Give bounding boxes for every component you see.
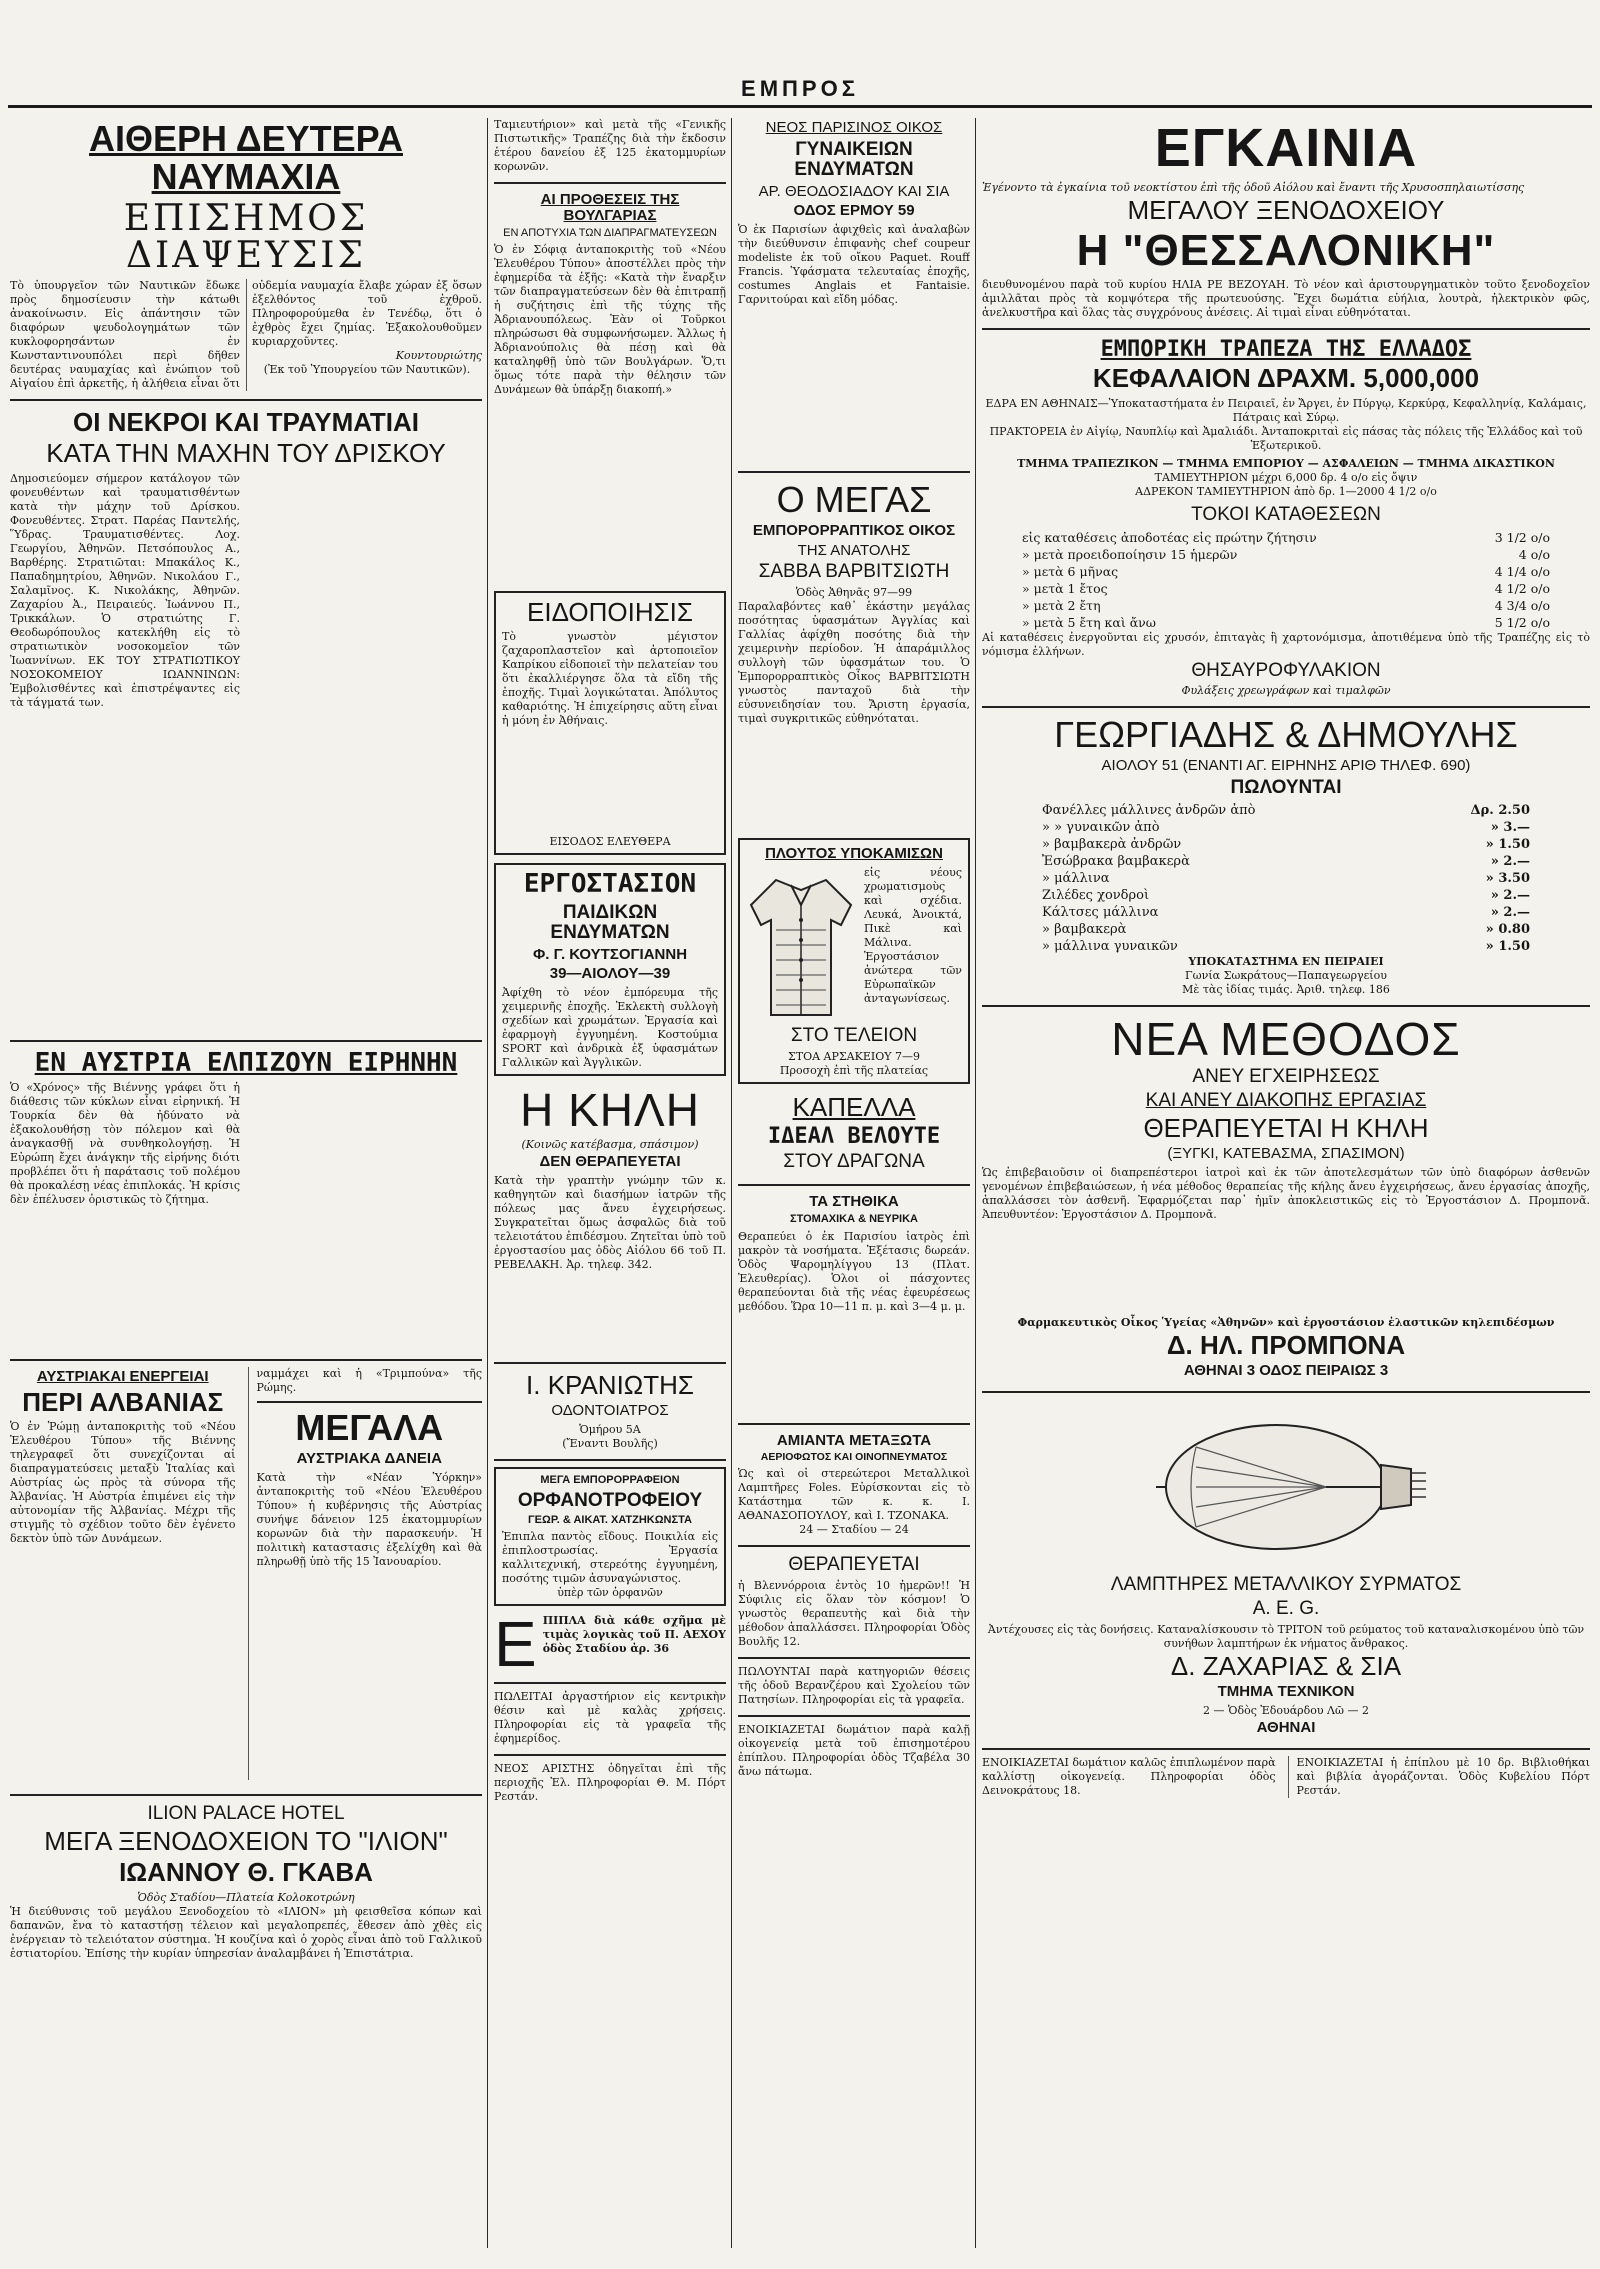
ad-headline: ΑΜΙΑΝΤΑ ΜΕΤΑΞΩΤΑ [776, 1431, 932, 1449]
ad-footer: ὑπὲρ τῶν ὀρφανῶν [557, 1586, 663, 1600]
classified-aristis: ΝΕΟΣ ΑΡΙΣΤΗΣ ὁδηγεῖται ἐπὶ τῆς περιοχῆς Ἐλ. Πληροφορίαι Θ. Μ. Πόρτ Ρεστάν. [494, 1762, 726, 1804]
price-item: » μάλλινα [1042, 870, 1110, 886]
price-item: Κάλτσες μάλλινα [1042, 904, 1159, 920]
ad-body: ἡ Βλεννόρροια ἐντὸς 10 ἡμερῶν!! Ἡ Σύφιλις εἰς ὅλαν τὸν κόσμον! Ὁ γνωστὸς θεραπευτὴς καὶ διὰ τὴν μέθοδον ἀπαλλάσσει. Πληροφορίαι Ὁδὸς Βουλῆς 12. [738, 1579, 970, 1649]
ad-asbestos-mantles [738, 1431, 970, 1538]
ad-new-method [982, 1013, 1590, 1383]
ad-headline: ΚΑΠΕΛΛΑ [792, 1092, 916, 1123]
masthead-rule [8, 105, 1592, 108]
ad-kicker: ΜΕΓΑ ΕΜΠΟΡΟΡΡΑΦΕΙΟΝ [540, 1474, 680, 1487]
ad-headline: Η ΚΗΛΗ [520, 1084, 700, 1137]
ad-headline: ΘΕΡΑΠΕΥΕΤΑΙ [788, 1554, 920, 1576]
ad-body: διευθυνομένου παρὰ τοῦ κυρίου ΗΛΙΑ ΡΕ ΒΕΖΟΥΑΗ. Τὸ νέον καὶ ἀριστουργηματικὸν τοῦτο ξενοδοχεῖον ἀμιλλᾶται πρὸς τὰ κομψότερα τῆς πρωτευούσης. Ἔχει δωμάτια εὐήλια, λουτρὰ, ἠλεκτρικὸν φῶς, ἀνελκυστῆρα καὶ ὅλας τὰς συγχρόνους ἀνέσεις. Αἱ τιμαὶ εἶναι εὐθηνόταται. [982, 278, 1590, 320]
article-headline: ΠΕΡΙ ΑΛΒΑΝΙΑΣ [22, 1386, 224, 1417]
column-rule [975, 118, 976, 2248]
ad-address: Ὁδὸς Ἀθηνᾶς 97—99 [795, 586, 913, 600]
rate-label: » μετὰ 5 ἔτη καὶ ἄνω [1022, 614, 1156, 630]
ad-cure [738, 1553, 970, 1649]
article-naval [10, 118, 482, 391]
price-item: Φανέλλες μάλλινες ἀνδρῶν ἀπὸ [1042, 802, 1256, 818]
classified-sale: ΠΩΛΕΙΤΑΙ ἀργαστήριον εἰς κεντρικὴν θέσιν καὶ μὲ καλὰς χρήσεις. Πληροφορίαι εἰς τὰ γραφεῖα τῆς ἐφημερίδος. [494, 1690, 726, 1746]
price-row [982, 802, 1590, 819]
article-austria-peace [10, 1048, 482, 1351]
ad-chest-stomach [738, 1192, 970, 1414]
masthead: ΕΜΠΡΟΣ [741, 76, 859, 101]
ad-seat: ΕΔΡΑ ΕΝ ΑΘΗΝΑΙΣ—Ὑποκαταστήματα ἐν Πειραιεῖ, ἐν Ἄργει, ἐν Πύργῳ, Κερκύρᾳ, Κεφαλληνίᾳ, Καλάμαις, Πάτραις καὶ Σύρῳ. [985, 396, 1587, 424]
rate-row [982, 580, 1590, 597]
rate-label: » μετὰ 6 μῆνας [1022, 563, 1119, 579]
ad-kicker: Ο ΜΕΓΑΣ [776, 479, 932, 521]
price-row [982, 938, 1590, 955]
ad-body: Τὸ γνωστὸν μέγιστον ζαχαροπλαστεῖον καὶ ἀρτοποιεῖον Καπρίκου εἰδοποιεῖ τὴν πελατείαν του ὅτι ἐκαλλιέργησε ὅλα τὰ εἴδη τῆς ἐποχῆς. Τιμαὶ λογικώταται. Ἀπόλυτος καθαριότης. Ἡ ἐπιχείρησις αὕτη εἶναι ἡ μόνη ἐν Ἀθήναις. [502, 630, 718, 728]
price-row [982, 921, 1590, 938]
ad-footer: 24 — Σταδίου — 24 [799, 1523, 909, 1537]
rate-row [982, 529, 1590, 546]
ad-capital: ΚΕΦΑΛΑΙΟΝ ΔΡΑΧΜ. 5,000,000 [1092, 363, 1480, 394]
price-value: » 2.— [1490, 904, 1530, 920]
ad-address: 2 — Ὁδὸς Ἐδουάρδου Λῶ — 2 [1203, 1704, 1369, 1718]
rates-table [982, 529, 1590, 631]
ad-body: Ὡς καὶ οἱ στερεώτεροι Μεταλλικοὶ Λαμπτῆρες Foles. Εὐρίσκονται εἰς τὸ Κατάστημα τῶν κ. κ. Ι. ΑΘΑΝΑΣΟΠΟΥΛΟΥ, καὶ Ι. ΤΖΟΝΑΚΑ. [738, 1467, 970, 1523]
ad-footer: ΣΤΟΥ ΔΡΑΓΩΝΑ [783, 1151, 925, 1173]
ad-address: ΑΘΗΝΑΙ 3 ΟΔΟΣ ΠΕΙΡΑΙΩΣ 3 [1183, 1362, 1389, 1380]
ad-aeg-lamps [982, 1399, 1590, 1740]
ad-address: Ὁμήρου 5Α [579, 1423, 641, 1437]
column-2 [494, 118, 726, 2258]
article-casualties [10, 407, 482, 1032]
article-continuation: ναμμάχει καὶ ἡ «Τριμπούνα» τῆς Ρώμης. [256, 1367, 482, 1395]
ad-cure: ΘΕΡΑΠΕΥΕΤΑΙ Η ΚΗΛΗ [1143, 1113, 1429, 1144]
rate-value: 4 ο/ο [1518, 546, 1550, 562]
ad-owner: Φ. Γ. ΚΟΥΤΣΟΓΙΑΝΝΗ [532, 945, 688, 963]
ad-headline: ΕΜΠΟΡΙΚΗ ΤΡΑΠΕΖΑ ΤΗΣ ΕΛΛΑΔΟΣ [1100, 337, 1472, 363]
ad-thessaloniki-hotel [982, 118, 1590, 320]
ad-body: Ἐπιπλα παντὸς εἴδους. Ποικιλία εἰς ἐπιπλοστρωσίας. Ἐργασία καλλιτεχνική, στερεότης ἐγγυημένη, ποσότης τιμῶν ἀσυναγώνιστος. [502, 1530, 718, 1586]
ad-headline: ΕΙΔΟΠΟΙΗΣΙΣ [527, 597, 693, 628]
ad-headline: ΕΓΚΑΙΝΙΑ [1154, 118, 1418, 178]
ad-subheadline: ΤΗΣ ΑΝΑΤΟΛΗΣ [797, 541, 911, 559]
ad-address: Ὁδὸς Σταδίου—Πλατεία Κολοκοτρώνη [137, 1890, 355, 1904]
ad-body: Κατὰ τὴν γραπτὴν γνώμην τῶν κ. καθηγητῶν καὶ διασήμων ἰατρῶν τῆς πόλεως μας ἄνευ ἐγχειρήσεως. Συγκρατεῖται ὅμως ἀσφαλῶς διὰ τοῦ τελειοτάτου ἐπιδέσμου. Ζητεῖται ὑπὸ τοῦ ἐργοστασίου μας ὁδὸς Αἰόλου 66 τοῦ Π. ΡΕΒΕΛΑΚΗ. Ἀρ. τηλεφ. 342. [494, 1174, 726, 1272]
ad-georgiadis-dimoulis [982, 714, 1590, 996]
ad-dentist [494, 1370, 726, 1451]
ad-owner: Δ. ΗΛ. ΠΡΟΜΠΟΝΑ [1166, 1330, 1406, 1361]
rate-row [982, 546, 1590, 563]
ad-city: ΑΘΗΝΑΙ [1256, 1719, 1316, 1737]
ad-kicker: ILION PALACE HOTEL [147, 1803, 345, 1825]
ad-vault-title: ΘΗΣΑΥΡΟΦΥΛΑΚΙΟΝ [1191, 659, 1381, 681]
rate-row [982, 597, 1590, 614]
article-body: Ὁ ἐν Ῥώμῃ ἀνταποκριτὴς τοῦ «Νέου Ἐλευθέρου Τύπου» τῆς Βιέννης τηλεγραφεῖ ὅτι συνεχίζονται αἱ διαπραγματεύσεις μεταξὺ Ἰταλίας καὶ Αὐστρίας ὡς πρὸς τὰ σύνορα τῆς Ἀλβανίας. Ἡ Αὐστρία ἐπιμένει εἰς τὴν αὐτονομίαν τῆς Ἀλβανίας. Μέχρι τῆς στιγμῆς τὸ σχέδιον τοῦτο δὲν ἐγένετο δεκτὸν ὑπὸ τῶν Δυνάμεων. [10, 1420, 236, 1546]
column-4 [982, 118, 1590, 2258]
price-list [982, 802, 1590, 955]
ad-kicker: ΝΕΟΣ ΠΑΡΙΣΙΝΟΣ ΟΙΚΟΣ [765, 119, 943, 136]
shirt-illustration [746, 870, 856, 1020]
ad-subheadline: ΑΕΡΙΟΦΩΤΟΣ ΚΑΙ ΟΙΝΟΠΝΕΥΜΑΤΟΣ [760, 1451, 948, 1464]
article-headline: ΜΕΓΑΛΑ [295, 1407, 444, 1449]
ad-owner: ΙΩΑΝΝΟΥ Θ. ΓΚΑΒΑ [119, 1857, 373, 1888]
ad-departments: ΤΜΗΜΑ ΤΡΑΠΕΖΙΚΟΝ — ΤΜΗΜΑ ΕΜΠΟΡΙΟΥ — ΑΣΦΑΛΕΙΩΝ — ΤΜΗΜΑ ΔΙΚΑΣΤΙΚΟΝ [1017, 456, 1555, 470]
ad-anatolia-tailors [738, 479, 970, 830]
ad-branch: ΥΠΟΚΑΤΑΣΤΗΜΑ ΕΝ ΠΕΙΡΑΙΕΙ [1188, 954, 1384, 968]
ad-headline: ΜΕΓΑ ΞΕΝΟΔΟΧΕΙΟΝ ΤΟ "ΙΛΙΟΝ" [44, 1826, 448, 1857]
price-value: » 3.— [1490, 819, 1530, 835]
ad-hats [738, 1092, 970, 1176]
price-value: » 1.50 [1485, 836, 1530, 852]
ad-notice [494, 591, 726, 855]
article-kicker: ΑΥΣΤΡΙΑΚΑΙ ΕΝΕΡΓΕΙΑΙ [36, 1368, 209, 1386]
ad-furniture [494, 1614, 726, 1674]
column-1 [10, 118, 482, 2258]
ad-subheadline: (Κοινῶς κατέβασμα, σπάσιμον) [521, 1138, 699, 1152]
article-source: (Ἐκ τοῦ Ὑπουργείου τῶν Ναυτικῶν). [263, 363, 471, 377]
ad-footer: ΕΙΣΟΔΟΣ ΕΛΕΥΘΕΡΑ [549, 835, 671, 849]
rate-value: 4 3/4 ο/ο [1494, 597, 1550, 613]
column-rule [731, 118, 732, 2248]
article-headline: ΕΝ ΑΥΣΤΡΙΑ ΕΛΠΙΖΟΥΝ ΕΙΡΗΝΗΝ [34, 1047, 458, 1078]
ad-footer: Φαρμακευτικὸς Οἶκος Ὑγείας «Ἀθηνῶν» καὶ ἐργοστάσιον ἐλαστικῶν κηλεπιδέσμων [1017, 1316, 1555, 1330]
ad-headline: ΝΕΑ ΜΕΘΟΔΟΣ [1111, 1012, 1461, 1065]
ad-address: ΑΙΟΛΟΥ 51 (ΕΝΑΝΤΙ ΑΓ. ΕΙΡΗΝΗΣ ΑΡΙΘ ΤΗΛΕΦ. 690) [1101, 757, 1471, 775]
ad-shirts [738, 838, 970, 1084]
ad-claim: ΔΕΝ ΘΕΡΑΠΕΥΕΤΑΙ [539, 1153, 681, 1171]
ad-parenthetical: (ΞΥΓΚΙ, ΚΑΤΕΒΑΣΜΑ, ΣΠΑΣΙΜΟΝ) [1167, 1145, 1405, 1163]
ad-rates-title: ΤΟΚΟΙ ΚΑΤΑΘΕΣΕΩΝ [1191, 503, 1381, 525]
price-value: Δρ. 2.50 [1470, 802, 1530, 818]
ad-body: εἰς νέους χρωματισμοὺς καὶ σχέδια. Λευκά, Ἀνοικτά, Πικὲ καὶ Μάλινα. Ἐργοστάσιον ἀνώτερα τῶν Εὐρωπαϊκῶν ἀνταγωνίσεως. [864, 866, 962, 1006]
ad-brand: A. E. G. [1252, 1598, 1320, 1620]
article-austrian-loans [248, 1367, 483, 1780]
ad-kicker: ΜΕΓΑΛΟΥ ΞΕΝΟΔΟΧΕΙΟΥ [1127, 194, 1445, 225]
column-3 [738, 118, 970, 2258]
price-item: » » γυναικῶν ἀπὸ [1042, 819, 1160, 835]
classified-rent-1: ΕΝΟΙΚΙΑΖΕΤΑΙ δωμάτιον καλῶς ἐπιπλωμένον παρὰ καλλίστῃ οἰκογενείᾳ. Πληροφορίαι ὁδὸς Δεινοκράτους 18. [982, 1755, 1276, 1797]
price-row [982, 887, 1590, 904]
ad-body: Ἀφίχθη τὸ νέον ἐμπόρευμα τῆς χειμερινῆς ἐποχῆς. Ἐκλεκτὴ συλλογὴ σχεδίων καὶ χρωμάτων. Ἐργασία καὶ ἐφαρμογὴ ἐγγυημένη. Κοστούμια SPORT καὶ ἀνδρικὰ ἐξ ὑφασμάτων Γαλλικῶν καὶ Ἀγγλικῶν. [502, 986, 718, 1070]
ad-address: 39—ΑΙΟΛΟΥ—39 [549, 965, 671, 983]
ad-savings-rate: ΑΔΡΕΚΟΝ ΤΑΜΙΕΥΤΗΡΙΟΝ ἀπὸ δρ. 1—2000 4 1/2 ο/ο [1135, 484, 1437, 498]
ad-agencies: ΠΡΑΚΤΟΡΕΙΑ ἐν Αἰγίῳ, Ναυπλίῳ καὶ Ἀμαλιάδι. Ἀνταποκριταὶ εἰς πάσας τὰς πόλεις τῆς Ἑλλάδος καὶ τοῦ Ἐξωτερικοῦ. [989, 424, 1583, 452]
ad-branch-note: Μὲ τὰς ἰδίας τιμάς. Ἀριθ. τηλεφ. 186 [1182, 982, 1390, 996]
ad-headline: ΠΛΟΥΤΟΣ ΥΠΟΚΑΜΙΣΩΝ [765, 845, 943, 863]
ad-dealer: Δ. ΖΑΧΑΡΙΑΣ & ΣΙΑ [1170, 1651, 1402, 1682]
ad-footer: ΣΤΟ ΤΕΛΕΙΟΝ [790, 1025, 918, 1047]
article-subheadline: ΚΑΤΑ ΤΗΝ ΜΑΧΗΝ ΤΟΥ ΔΡΙΣΚΟΥ [46, 438, 446, 469]
article-body: Ὁ «Χρόνος» τῆς Βιέννης γράφει ὅτι ἡ διάθεσις τῶν κύκλων εἶναι εἰρηνική. Ἡ Τουρκία δὲν θὰ ἠδύνατο νὰ ἐξακολουθήσῃ τὸν πόλεμον καὶ θὰ ἀναγκασθῇ νὰ συνθηκολογήσῃ. Ἡ Εὐρώπη ἔχει ἀνάγκην τῆς εἰρήνης διότι προβλέπει ὅτι ἡ παράτασις τοῦ πολέμου θὰ προκαλέσῃ νέας ἐπιπλοκάς. Ἡ κρίσις δὲν ἐπέλυσεν ὁριστικῶς τὸ ζήτημα. [10, 1081, 240, 1207]
rate-value: 3 1/2 ο/ο [1494, 529, 1550, 545]
rate-value: 5 1/2 ο/ο [1494, 614, 1550, 630]
rate-row [982, 614, 1590, 631]
price-item: Ζιλέδες χονδροὶ [1042, 887, 1150, 903]
ad-subheadline: ΑΝΕΥ ΕΓΧΕΙΡΗΣΕΩΣ [1192, 1066, 1380, 1088]
ad-intro: Ἐγένοντο τὰ ἐγκαίνια τοῦ νεοκτίστου ἐπὶ τῆς ὁδοῦ Αἰόλου καὶ ἔναντι τῆς Χρυσοσπηλαιωτίσσης [982, 180, 1525, 194]
price-item: » μάλλινα γυναικῶν [1042, 938, 1178, 954]
ad-note: (Ἔναντι Βουλῆς) [562, 1437, 658, 1451]
ad-savings: ΤΑΜΙΕΥΤΗΡΙΟΝ μέχρι 6,000 δρ. 4 ο/ο εἰς ὄψιν [1154, 470, 1418, 484]
ad-headline: ΓΕΩΡΓΙΑΔΗΣ & ΔΗΜΟΥΛΗΣ [1054, 714, 1518, 756]
ad-subheadline: ΟΔΟΝΤΟΙΑΤΡΟΣ [551, 1402, 669, 1420]
ad-subheadline: ΙΔΕΑΛ ΒΕΛΟΥΤΕ [767, 1124, 941, 1150]
article-subheadline: ΑΥΣΤΡΙΑΚΑ ΔΑΝΕΙΑ [296, 1449, 442, 1467]
ad-note: Προσοχὴ ἐπὶ τῆς πλατείας [779, 1064, 929, 1078]
ad-body: Ὁ ἐκ Παρισίων ἀφιχθεὶς καὶ ἀναλαβὼν τὴν διεύθυνσιν ἐπιφανὴς chef coupeur modeliste ἐκ τοῦ οἴκου Paquet. Rouff Francis. Ὑφάσματα τελευταίας ἐποχῆς, costumes Anglais et Fantaisie. Γαρνιτούραι καὶ εἴδη μόδας. [738, 223, 970, 307]
rate-row [982, 563, 1590, 580]
article-body: Κατὰ τὴν «Νέαν Ὑόρκην» ἀνταποκριτὴς τοῦ «Νέου Ἐλευθέρου Τύπου» ἡ κυβέρνησις τῆς Αὐστρίας συνήψε δάνειον 125 ἑκατομμυρίων κορωνῶν διὰ τὴν παρασκευήν. Ἡ πολιτικὴ καταστασις ἐξελίχθη καὶ θὰ πληρωθῇ ὑπὸ τῆς 15 Ἰανουαρίου. [256, 1470, 482, 1568]
ad-headline: ΕΜΠΟΡΟΡΡΑΠΤΙΚΟΣ ΟΙΚΟΣ [752, 521, 956, 539]
article-headline: ΑΙΘΕΡΗ ΔΕΥΤΕΡΑ ΝΑΥΜΑΧΙΑ [89, 118, 403, 197]
rate-label: » μετὰ 2 ἔτη [1022, 597, 1101, 613]
ad-kicker: ΕΡΓΟΣΤΑΣΙΟΝ [523, 869, 697, 900]
ad-owner: ΣΑΒΒΑ ΒΑΡΒΙΤΣΙΩΤΗ [758, 561, 950, 583]
article-headline: ΑΙ ΠΡΟΘΕΣΕΙΣ ΤΗΣ ΒΟΥΛΓΑΡΙΑΣ [540, 191, 680, 224]
article-signature: Κουντουριώτης [395, 349, 482, 363]
price-value: » 3.50 [1485, 870, 1530, 886]
classified-rent-2: ΕΝΟΙΚΙΑΖΕΤΑΙ ἡ ἐπίπλου μὲ 10 δρ. Βιβλιοθήκαι καὶ βιβλία ἀγοράζονται. Ὁδὸς Κυβελίου Πόρτ Ρεστάν. [1288, 1756, 1591, 1798]
ad-headline: Ι. ΚΡΑΝΙΩΤΗΣ [526, 1370, 694, 1401]
article-body: Ὁ ἐν Σόφιᾳ ἀνταποκριτὴς τοῦ «Νέου Ἐλευθέρου Τύπου» ἀποστέλλει πρὸς τὴν ἐφημερίδα τὰ ἑξῆς: «Κατὰ τὴν ἔναρξιν τῶν διαπραγματεύσεων δὲν θὰ ἐπιτραπῇ ἡ συζήτησις ἐπὶ τῆς τύχης τῆς Ἀδριανουπόλεως. Ἐὰν οἱ Τοῦρκοι πληρώσωσι θὰ συμφωνήσωμεν. Ἄλλως ἡ Ἀδριανούπολις θὰ πέσῃ καὶ θὰ καταληφθῇ ὑπὸ τῶν Βουλγάρων. Ὅ,τι ὅμως τότε παρὰ τὴν θέλησιν τῶν Δυνάμεων θὰ ὑπάρξῃ διακοπή.» [494, 243, 726, 397]
ad-subheadline-2: ΚΑΙ ΑΝΕΥ ΔΙΑΚΟΠΗΣ ΕΡΓΑΣΙΑΣ [1145, 1090, 1427, 1112]
ad-body: Ὡς ἐπιβεβαιοῦσιν οἱ διαπρεπέστεροι ἰατροὶ καὶ ἐκ τῶν ἀποτελεσμάτων τῶν ὑπὸ διαφόρων ἀσθενῶν γενομένων ἐπιβεβαιώσεων, ἡ νέα μέθοδος θεραπείας τῆς κήλης ἄνευ ἐγχειρήσεως, ἄνευ ἐργασίας ἀποχῆς, ἀπαλλάσσει τὸν ἀσθενῆ. Ἐφαρμόζεται παρ᾽ ἡμῖν ἀποκλειστικῶς εἰς τὸ Ἐργοστάσιον Δ. Προμπονᾶ. Ἀπευθυντέον: Ἐργοστάσιον Δ. Προμπονᾶ. [982, 1166, 1590, 1222]
ad-body: Ἀντέχουσες εἰς τὰς δονήσεις. Καταναλίσκουσιν τὸ ΤΡΙΤΟΝ τοῦ ρεύματος τοῦ καταναλισκομένου ὑπὸ τῶν συνήθων λαμπτήρων ἐκ νήματος ἄνθρακος. [987, 1623, 1585, 1651]
price-value: » 2.— [1490, 853, 1530, 869]
ad-ilion-hotel [10, 1802, 482, 1961]
ad-body: Θεραπεύει ὁ ἐκ Παρισίου ἰατρὸς ἐπὶ μακρὸν τὰ νοσήματα. Ἐξέτασις δωρεάν. Ὁδὸς Ψαρομηλίγγου 13 (Πλατ. Ἐλευθερίας). Ὁλοι οἱ πάσχοντες θεραπεύονται διὰ τῆς νέας ἐφευρέσεως μεθόδου. Ὥρα 10—11 π. μ. καὶ 3—4 μ. μ. [738, 1229, 970, 1313]
price-value: » 0.80 [1485, 921, 1530, 937]
ad-owner: ΑΡ. ΘΕΟΔΟΣΙΑΔΟΥ ΚΑΙ ΣΙΑ [758, 182, 950, 200]
price-row [982, 836, 1590, 853]
ad-dropcap: Ε [494, 1614, 537, 1675]
price-row [982, 819, 1590, 836]
ad-owner: ΓΕΩΡ. & ΑΙΚΑΤ. ΧΑΤΖΗΚΩΝΣΤΑ [528, 1513, 692, 1526]
ad-address: ΣΤΟΑ ΑΡΣΑΚΕΙΟΥ 7—9 [787, 1050, 920, 1064]
article-headline: ΟΙ ΝΕΚΡΟΙ ΚΑΙ ΤΡΑΥΜΑΤΙΑΙ [72, 407, 419, 438]
ad-paris-house [738, 118, 970, 463]
ad-orphanage-shop [494, 1467, 726, 1606]
price-row [982, 870, 1590, 887]
ad-childrens-clothing [494, 863, 726, 1076]
ad-title: Η "ΘΕΣΣΑΛΟΝΙΚΗ" [1076, 225, 1496, 275]
ad-department: ΤΜΗΜΑ ΤΕΧΝΙΚΟΝ [1217, 1683, 1355, 1701]
article-subheadline: ΕΠΙΣΗΜΟΣ ΔΙΑΨΕΥΣΙΣ [123, 197, 369, 277]
price-item: » βαμβακερὰ [1042, 921, 1127, 937]
ad-hernia [494, 1084, 726, 1354]
ad-headline: ΤΑ ΣΤΗΘΙΚΑ [809, 1193, 899, 1211]
article-bulgaria [494, 190, 726, 583]
classified-forsale: ΠΩΛΟΥΝΤΑΙ παρὰ κατηγοριῶν θέσεις τῆς ὁδοῦ Βερανζέρου καὶ Σχολείου τῶν Πατησίων. Πληροφορίαι εἰς τὰ γραφεῖα. [738, 1665, 970, 1707]
price-value: » 1.50 [1485, 938, 1530, 954]
rate-value: 4 1/2 ο/ο [1494, 580, 1550, 596]
ad-body: ΠΙΠΛΑ διὰ κάθε σχῆμα μὲ τιμὰς λογικὰς τοῦ Π. ΑΕΧΟΥ ὁδὸς Σταδίου ἀρ. 36 [542, 1614, 726, 1656]
ad-subheadline: ΣΤΟΜΑΧΙΚΑ & ΝΕΥΡΙΚΑ [789, 1213, 919, 1226]
column-rule [487, 118, 488, 2248]
article-subheadline: ΕΝ ΑΠΟΤΥΧΙΑ ΤΩΝ ΔΙΑΠΡΑΓΜΑΤΕΥΣΕΩΝ [503, 226, 717, 239]
article-body: Δημοσιεύομεν σήμερον κατάλογον τῶν φονευθέντων καὶ τραυματισθέντων κατὰ τὴν μάχην τοῦ Δρίσκου. Φονευθέντες. Στρατ. Παρέας Παντελής, Ὕδρας. Τραυματισθέντες. Λοχ. Γεωργίου, Ἀθηνῶν. Πετσόπουλος Α., Βαρθέρης. Στρατιῶται: Μπακάλος Κ., Παπαδημητρίου, Ἀθηνῶν. Νικολάου Γ., Σαλαμῖνος. Κ. Νικολάκης, Ἀθηνῶν. Ζαχαρίου Ἀ., Πειραιεύς. Ἰωάννου Π., Τρικκάλων. Ὁ στρατιώτης Γ. Θεοδωρόπουλος κατεκλήθη εἰς τὸ στρατιωτικὸν νοσοκομεῖον τῶν Ἰωαννίνων. ΕΚ ΤΟΥ ΣΤΡΑΤΙΩΤΙΚΟΥ ΝΟΣΟΚΟΜΕΙΟΥ ΙΩΑΝΝΙΝΩΝ: Ἐμβολισθέντες καὶ ἐπιστρέψαντες εἰς τὰ τάγματά των. [10, 471, 240, 709]
article-body: Τὸ ὑπουργεῖον τῶν Ναυτικῶν ἔδωκε πρὸς δημοσίευσιν τὴν κάτωθι ἀνακοίνωσιν. Εἰς ἀπάντησιν τῶν διαφόρων ψευδολογημάτων τῶν κυκλοφορησάντων ἐν Κωνσταντινουπόλει περὶ δῆθεν δευτέρας ναυμαχίας καὶ ἐνώπιον τοῦ Αἰγαίου ἐπὶ ἀρκετῆς, ἡ ἀλήθεια εἶναι ὅτι οὐδεμία ναυμαχία ἔλαβε χώραν ἐξ ὅσων ἐξελθόντος τοῦ ἐχθροῦ. Πληροφορούμεθα ἐν Τενέδῳ, ὅτι ὁ ἐχθρὸς ἔχει ζημίας. Ἐξακολουθοῦμεν κυριαρχοῦντες. [10, 279, 482, 391]
price-item: » βαμβακερὰ ἀνδρῶν [1042, 836, 1182, 852]
ad-rates-footer: Αἱ καταθέσεις ἐνεργοῦνται εἰς χρυσόν, ἐπιταγὰς ἢ χαρτονόμισμα, ἀποτιθέμενα ὑπὸ τῆς Τραπέζης εἰς τὸ νόμισμα ἐλλήνων. [982, 630, 1590, 658]
rate-label: εἰς καταθέσεις ἀποδοτέας εἰς πρώτην ζήτησιν [1022, 529, 1317, 545]
rate-label: » μετὰ 1 ἔτος [1022, 580, 1108, 596]
price-row [982, 853, 1590, 870]
article-albania [10, 1367, 236, 1780]
ad-headline: ΠΑΙΔΙΚΩΝ ΕΝΔΥΜΑΤΩΝ [550, 901, 670, 943]
ad-commercial-bank [982, 336, 1590, 698]
rate-value: 4 1/4 ο/ο [1494, 563, 1550, 579]
price-row [982, 904, 1590, 921]
ad-headline: ΓΥΝΑΙΚΕΙΩΝ ΕΝΔΥΜΑΤΩΝ [794, 138, 914, 180]
classified-rent: ΕΝΟΙΚΙΑΖΕΤΑΙ δωμάτιον παρὰ καλῇ οἰκογενείᾳ μετὰ τοῦ ἐπισημοτέρου ἐπίπλου. Πληροφορίαι ὁδὸς Τζαβέλα 30 ἄνω πάτωμα. [738, 1723, 970, 1779]
price-value: » 2.— [1490, 887, 1530, 903]
price-item: Ἐσώβρακα βαμβακερὰ [1042, 853, 1190, 869]
ad-branch-address: Γωνία Σωκράτους—Παπαγεωργείου [1185, 968, 1387, 982]
ad-address: ΟΔΟΣ ΕΡΜΟΥ 59 [793, 202, 915, 220]
ad-body: Ἡ διεύθυνσις τοῦ μεγάλου Ξενοδοχείου τὸ «ΙΛΙΟΝ» μὴ φεισθεῖσα κόπων καὶ δαπανῶν, ἔνα τὸ καταστήσῃ τέλειον καὶ μεγαλοπρεπές, ἔθεσεν ἀπὸ χθὲς εἰς ἐνέργειαν τὸ τελειότατον σύστημα. Ἡ κουζίνα καὶ ὁ χορὸς εἶναι ἀπὸ τοῦ Γαλλικοῦ ἐστιατορίου. Ἐπίσης τὴν κυρίαν ὑπηρεσίαν ἀναλαμβάνει ἡ Ἐπιστάτρια. [10, 1904, 482, 1960]
ad-headline: ΛΑΜΠΤΗΡΕΣ ΜΕΤΑΛΛΙΚΟΥ ΣΥΡΜΑΤΟΣ [1110, 1574, 1462, 1596]
light-bulb-illustration [1126, 1407, 1446, 1567]
ad-headline: ΟΡΦΑΝΟΤΡΟΦΕΙΟΥ [517, 1489, 703, 1511]
ad-body: Παραλαβόντες καθ᾽ ἑκάστην μεγάλας ποσότητας ὑφασμάτων Ἀγγλίας καὶ Γαλλίας ἀφίχθη ποσότης διὰ τὴν χειμερινὴν περίοδον. Ἡ ἀπαράμιλλος συλλογὴ τῶν ὑφασμάτων του. Ὁ Ἐμπορορραπτικὸς Οἶκος ΒΑΡΒΙΤΣΙΩΤΗ γνωστὸς πανταχοῦ διὰ τὴν εὐσυνειδησίαν του. Ἄριστη ἐργασία, τιμαὶ συγκριτικῶς εὐθηνόταται. [738, 600, 970, 726]
ad-vault-sub: Φυλάξεις χρεωγράφων καὶ τιμαλφῶν [1181, 684, 1391, 698]
article-continuation: Ταμιευτήριον» καὶ μετὰ τῆς «Γενικῆς Πιστωτικῆς» Τραπέζης διὰ τὴν ἔκδοσιν ἑτέρου δανείου ἐξ 125 ἑκατομμυρίων κορωνῶν. [494, 118, 726, 173]
rate-label: » μετὰ προειδοποίησιν 15 ἡμερῶν [1022, 546, 1238, 562]
ad-sell: ΠΩΛΟΥΝΤΑΙ [1230, 776, 1342, 798]
